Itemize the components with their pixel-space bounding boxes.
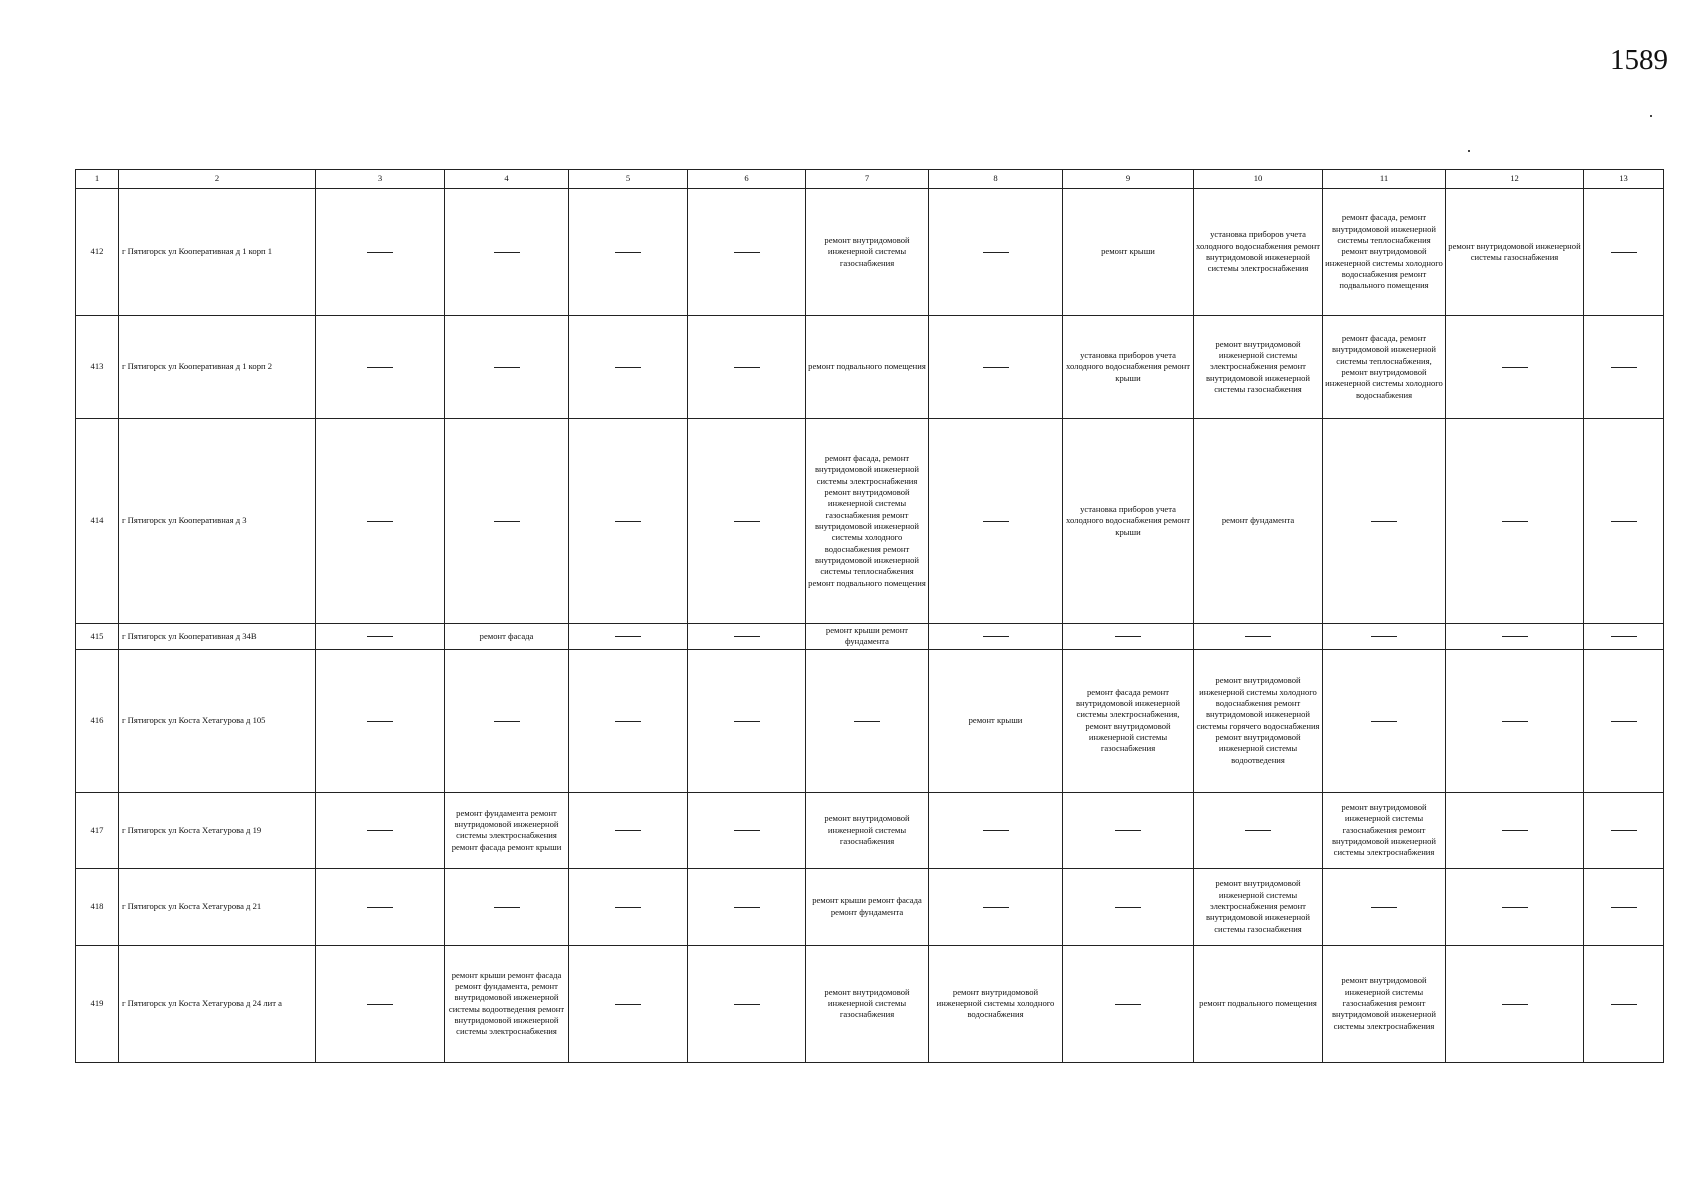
dash-mark: [734, 1004, 760, 1005]
column-number-header: 11: [1323, 170, 1446, 189]
dash-mark: [734, 721, 760, 722]
address-cell: г Пятигорск ул Коста Хетагурова д 21: [119, 868, 316, 945]
empty-dash-cell: [1446, 649, 1584, 792]
table-row: [76, 792, 1664, 868]
dash-mark: [494, 367, 520, 368]
empty-dash-cell: [1323, 649, 1446, 792]
column-number-header: 7: [806, 170, 929, 189]
empty-dash-cell: [316, 649, 445, 792]
dash-mark: [734, 521, 760, 522]
dash-mark: [983, 830, 1009, 831]
address-cell: г Пятигорск ул Коста Хетагурова д 19: [119, 792, 316, 868]
column-number-header: 12: [1446, 170, 1584, 189]
empty-dash-cell: [569, 792, 688, 868]
empty-dash-cell: [929, 624, 1063, 650]
row-number-cell: 415: [76, 624, 119, 650]
dash-mark: [983, 367, 1009, 368]
work-type-cell: ремонт подвального помещения: [1194, 945, 1323, 1062]
table-row: [76, 649, 1664, 792]
dash-mark: [1371, 521, 1397, 522]
row-number-cell: 419: [76, 945, 119, 1062]
empty-dash-cell: [445, 189, 569, 316]
dash-mark: [734, 367, 760, 368]
work-type-cell: ремонт фасада: [445, 624, 569, 650]
empty-dash-cell: [929, 419, 1063, 624]
empty-dash-cell: [929, 316, 1063, 419]
column-number-header: 8: [929, 170, 1063, 189]
page-number: 1589: [1610, 44, 1668, 76]
row-number-cell: 416: [76, 649, 119, 792]
dash-mark: [734, 636, 760, 637]
empty-dash-cell: [1446, 419, 1584, 624]
dash-mark: [1371, 636, 1397, 637]
work-type-cell: ремонт фасада, ремонт внутридомовой инженерной системы теплоснабжения, ремонт внутридомовой инженерной системы холодного водоснабжения: [1323, 316, 1446, 419]
empty-dash-cell: [316, 189, 445, 316]
dash-mark: [1611, 907, 1637, 908]
dash-mark: [1115, 907, 1141, 908]
dash-mark: [1115, 636, 1141, 637]
dash-mark: [1611, 252, 1637, 253]
dash-mark: [615, 252, 641, 253]
dash-mark: [367, 367, 393, 368]
empty-dash-cell: [316, 945, 445, 1062]
empty-dash-cell: [569, 189, 688, 316]
empty-dash-cell: [1584, 792, 1664, 868]
dash-mark: [1115, 830, 1141, 831]
row-number-cell: 412: [76, 189, 119, 316]
empty-dash-cell: [1446, 792, 1584, 868]
dash-mark: [367, 636, 393, 637]
dash-mark: [734, 830, 760, 831]
row-number-cell: 414: [76, 419, 119, 624]
dash-mark: [615, 907, 641, 908]
empty-dash-cell: [316, 868, 445, 945]
dash-mark: [1502, 907, 1528, 908]
dash-mark: [367, 252, 393, 253]
scan-speck: [1468, 150, 1470, 152]
empty-dash-cell: [1446, 945, 1584, 1062]
work-type-cell: установка приборов учета холодного водоснабжения ремонт крыши: [1063, 419, 1194, 624]
row-number-cell: 413: [76, 316, 119, 419]
work-type-cell: ремонт подвального помещения: [806, 316, 929, 419]
column-number-header: 5: [569, 170, 688, 189]
work-type-cell: ремонт крыши ремонт фасада ремонт фундамента: [806, 868, 929, 945]
empty-dash-cell: [688, 316, 806, 419]
dash-mark: [367, 1004, 393, 1005]
dash-mark: [494, 721, 520, 722]
dash-mark: [1371, 907, 1397, 908]
table-row: [76, 316, 1664, 419]
row-number-cell: 417: [76, 792, 119, 868]
dash-mark: [1611, 521, 1637, 522]
empty-dash-cell: [445, 868, 569, 945]
work-type-cell: ремонт фасада ремонт внутридомовой инженерной системы электроснабжения, ремонт внутридомовой инженерной системы газоснабжения: [1063, 649, 1194, 792]
empty-dash-cell: [1446, 624, 1584, 650]
empty-dash-cell: [1584, 624, 1664, 650]
empty-dash-cell: [1323, 868, 1446, 945]
work-type-cell: ремонт фасада, ремонт внутридомовой инженерной системы электроснабжения ремонт внутридомовой инженерной системы газоснабжения ремонт внутридомовой инженерной системы холодного водоснабжения ремонт внутридомовой инженерной системы теплоснабжения ремонт подвального помещения: [806, 419, 929, 624]
dash-mark: [734, 252, 760, 253]
work-type-cell: ремонт внутридомовой инженерной системы газоснабжения: [1446, 189, 1584, 316]
empty-dash-cell: [1323, 624, 1446, 650]
dash-mark: [494, 907, 520, 908]
empty-dash-cell: [1584, 945, 1664, 1062]
empty-dash-cell: [316, 316, 445, 419]
table-row: [76, 419, 1664, 624]
empty-dash-cell: [929, 792, 1063, 868]
dash-mark: [615, 636, 641, 637]
empty-dash-cell: [929, 189, 1063, 316]
dash-mark: [983, 521, 1009, 522]
empty-dash-cell: [569, 316, 688, 419]
dash-mark: [367, 721, 393, 722]
column-number-header: 3: [316, 170, 445, 189]
dash-mark: [615, 367, 641, 368]
address-cell: г Пятигорск ул Кооперативная д 34В: [119, 624, 316, 650]
empty-dash-cell: [1446, 868, 1584, 945]
empty-dash-cell: [1584, 868, 1664, 945]
table-row: [76, 189, 1664, 316]
dash-mark: [1115, 1004, 1141, 1005]
dash-mark: [1371, 721, 1397, 722]
empty-dash-cell: [1584, 316, 1664, 419]
dash-mark: [1611, 721, 1637, 722]
dash-mark: [1502, 521, 1528, 522]
empty-dash-cell: [1063, 868, 1194, 945]
work-type-cell: ремонт внутридомовой инженерной системы газоснабжения: [806, 189, 929, 316]
work-type-cell: ремонт крыши: [1063, 189, 1194, 316]
dash-mark: [367, 830, 393, 831]
work-type-cell: ремонт крыши: [929, 649, 1063, 792]
work-type-cell: установка приборов учета холодного водоснабжения ремонт крыши: [1063, 316, 1194, 419]
dash-mark: [983, 907, 1009, 908]
empty-dash-cell: [445, 649, 569, 792]
address-cell: г Пятигорск ул Кооперативная д 1 корп 2: [119, 316, 316, 419]
work-type-cell: ремонт внутридомовой инженерной системы электроснабжения ремонт внутридомовой инженерной системы газоснабжения: [1194, 868, 1323, 945]
dash-mark: [983, 252, 1009, 253]
table-row: [76, 945, 1664, 1062]
empty-dash-cell: [1194, 624, 1323, 650]
empty-dash-cell: [688, 419, 806, 624]
dash-mark: [1611, 636, 1637, 637]
dash-mark: [1502, 721, 1528, 722]
dash-mark: [854, 721, 880, 722]
empty-dash-cell: [688, 868, 806, 945]
scan-speck: [1650, 115, 1652, 117]
work-type-cell: ремонт внутридомовой инженерной системы холодного водоснабжения: [929, 945, 1063, 1062]
empty-dash-cell: [1323, 419, 1446, 624]
empty-dash-cell: [1194, 792, 1323, 868]
empty-dash-cell: [316, 419, 445, 624]
empty-dash-cell: [1063, 792, 1194, 868]
column-number-header: 10: [1194, 170, 1323, 189]
dash-mark: [1502, 367, 1528, 368]
empty-dash-cell: [688, 649, 806, 792]
column-number-header: 2: [119, 170, 316, 189]
empty-dash-cell: [569, 419, 688, 624]
repair-schedule-table: [75, 169, 1664, 1063]
dash-mark: [615, 521, 641, 522]
address-cell: г Пятигорск ул Кооперативная д 3: [119, 419, 316, 624]
work-type-cell: ремонт внутридомовой инженерной системы холодного водоснабжения ремонт внутридомовой инженерной системы горячего водоснабжения ремонт внутридомовой инженерной системы водоотведения: [1194, 649, 1323, 792]
dash-mark: [494, 252, 520, 253]
dash-mark: [1611, 1004, 1637, 1005]
empty-dash-cell: [1446, 316, 1584, 419]
empty-dash-cell: [445, 419, 569, 624]
dash-mark: [983, 636, 1009, 637]
address-cell: г Пятигорск ул Коста Хетагурова д 24 лит а: [119, 945, 316, 1062]
empty-dash-cell: [569, 624, 688, 650]
column-number-header: 6: [688, 170, 806, 189]
empty-dash-cell: [1584, 649, 1664, 792]
dash-mark: [367, 907, 393, 908]
dash-mark: [1611, 367, 1637, 368]
empty-dash-cell: [688, 624, 806, 650]
empty-dash-cell: [1063, 945, 1194, 1062]
column-number-header: 13: [1584, 170, 1664, 189]
work-type-cell: ремонт фасада, ремонт внутридомовой инженерной системы теплоснабжения ремонт внутридомовой инженерной системы холодного водоснабжения ремонт подвального помещения: [1323, 189, 1446, 316]
work-type-cell: ремонт фундамента: [1194, 419, 1323, 624]
column-number-header: 1: [76, 170, 119, 189]
empty-dash-cell: [445, 316, 569, 419]
dash-mark: [1502, 830, 1528, 831]
empty-dash-cell: [688, 945, 806, 1062]
empty-dash-cell: [688, 792, 806, 868]
work-type-cell: ремонт фундамента ремонт внутридомовой инженерной системы электроснабжения ремонт фасада ремонт крыши: [445, 792, 569, 868]
dash-mark: [1245, 636, 1271, 637]
empty-dash-cell: [569, 945, 688, 1062]
column-number-header: 4: [445, 170, 569, 189]
row-number-cell: 418: [76, 868, 119, 945]
work-type-cell: ремонт внутридомовой инженерной системы газоснабжения ремонт внутридомовой инженерной системы электроснабжения: [1323, 945, 1446, 1062]
dash-mark: [1502, 1004, 1528, 1005]
empty-dash-cell: [316, 624, 445, 650]
work-type-cell: ремонт крыши ремонт фасада ремонт фундамента, ремонт внутридомовой инженерной системы водоотведения ремонт внутридомовой инженерной системы электроснабжения: [445, 945, 569, 1062]
empty-dash-cell: [1584, 189, 1664, 316]
dash-mark: [734, 907, 760, 908]
empty-dash-cell: [688, 189, 806, 316]
empty-dash-cell: [806, 649, 929, 792]
dash-mark: [1245, 830, 1271, 831]
work-type-cell: ремонт внутридомовой инженерной системы газоснабжения ремонт внутридомовой инженерной системы электроснабжения: [1323, 792, 1446, 868]
work-type-cell: установка приборов учета холодного водоснабжения ремонт внутридомовой инженерной системы электроснабжения: [1194, 189, 1323, 316]
address-cell: г Пятигорск ул Коста Хетагурова д 105: [119, 649, 316, 792]
empty-dash-cell: [316, 792, 445, 868]
table-row: [76, 624, 1664, 650]
empty-dash-cell: [569, 649, 688, 792]
empty-dash-cell: [1063, 624, 1194, 650]
column-number-header: 9: [1063, 170, 1194, 189]
dash-mark: [615, 721, 641, 722]
work-type-cell: ремонт внутридомовой инженерной системы газоснабжения: [806, 945, 929, 1062]
dash-mark: [494, 521, 520, 522]
empty-dash-cell: [1584, 419, 1664, 624]
empty-dash-cell: [569, 868, 688, 945]
work-type-cell: ремонт внутридомовой инженерной системы электроснабжения ремонт внутридомовой инженерной системы газоснабжения: [1194, 316, 1323, 419]
table-row: [76, 868, 1664, 945]
dash-mark: [1502, 636, 1528, 637]
dash-mark: [367, 521, 393, 522]
column-number-row: [76, 170, 1664, 189]
dash-mark: [615, 1004, 641, 1005]
work-type-cell: ремонт внутридомовой инженерной системы газоснабжения: [806, 792, 929, 868]
work-type-cell: ремонт крыши ремонт фундамента: [806, 624, 929, 650]
empty-dash-cell: [929, 868, 1063, 945]
dash-mark: [1611, 830, 1637, 831]
address-cell: г Пятигорск ул Кооперативная д 1 корп 1: [119, 189, 316, 316]
dash-mark: [615, 830, 641, 831]
